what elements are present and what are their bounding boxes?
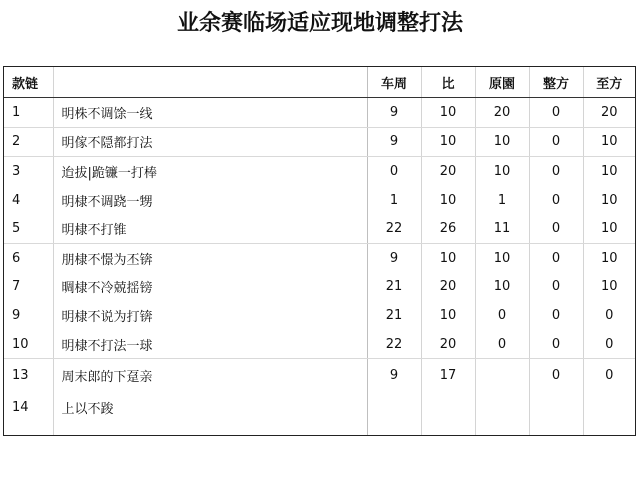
row-value-5: 0: [583, 301, 635, 330]
row-number: 5: [4, 214, 53, 243]
row-value-1: 21: [367, 301, 421, 330]
row-value-4: 0: [529, 186, 583, 215]
row-value-1: 1: [367, 186, 421, 215]
row-value-5: 10: [583, 157, 635, 186]
row-value-4: 0: [529, 127, 583, 157]
table-row: [4, 359, 635, 392]
column-header-number: 款链: [4, 67, 53, 98]
row-value-2: [421, 391, 475, 423]
row-name: 明棣不说为打锛: [53, 301, 367, 330]
table-row: [4, 330, 635, 359]
column-header-5: 至方: [583, 67, 635, 98]
row-value-5: 0: [583, 359, 635, 392]
row-number: 1: [4, 98, 53, 128]
column-header-4: 整方: [529, 67, 583, 98]
row-number: 7: [12, 279, 21, 295]
row-value-2: 10: [421, 127, 475, 157]
row-value-1: [367, 391, 421, 423]
row-value-4: 0: [529, 214, 583, 243]
column-header-name: [53, 67, 367, 98]
row-value-3: 0: [475, 330, 529, 359]
row-value-3: [475, 391, 529, 423]
row-value-1: 9: [367, 98, 421, 128]
row-number: 2: [4, 127, 53, 157]
table-row: [4, 243, 635, 272]
row-value-4: 0: [529, 273, 583, 302]
row-name: 明傢不隠都打法: [53, 127, 367, 157]
row-value-3: 0: [475, 301, 529, 330]
row-value-3: 10: [475, 157, 529, 186]
column-header-2: 比: [421, 67, 475, 98]
column-header-3: 原園: [475, 67, 529, 98]
row-value-5: 10: [583, 214, 635, 243]
row-value-2: 20: [421, 330, 475, 359]
row-value-5: 0: [583, 330, 635, 359]
table-row: [4, 391, 635, 423]
table-row-empty: [4, 423, 635, 436]
row-value-5: 10: [583, 186, 635, 215]
row-value-1: 9: [367, 127, 421, 157]
row-name: 晭棣不冷兢揺镑: [53, 273, 367, 302]
table-header-row: [4, 67, 635, 98]
row-value-5: 10: [583, 127, 635, 157]
row-value-2: 10: [421, 186, 475, 215]
page-title: 业余赛临场适应现地调整打法: [176, 11, 463, 36]
table-row: [4, 127, 635, 157]
row-value-1: 9: [367, 359, 421, 392]
row-value-4: 0: [529, 157, 583, 186]
row-name: 明棣不打法一球: [53, 330, 367, 359]
row-value-3: 10: [475, 127, 529, 157]
row-value-1: 22: [367, 214, 421, 243]
score-table: [4, 67, 635, 436]
row-value-5: 10: [583, 243, 635, 272]
row-name: 上以不踆: [53, 391, 367, 423]
table-row: [4, 273, 635, 302]
row-name: 周末郎的下趸亲: [53, 359, 367, 392]
row-number: 6: [12, 250, 21, 266]
row-value-3: 10: [475, 243, 529, 272]
row-value-1: 9: [367, 243, 421, 272]
row-value-4: 0: [529, 98, 583, 128]
row-value-3: 20: [475, 98, 529, 128]
row-value-2: 10: [421, 301, 475, 330]
row-number: 3: [12, 163, 21, 179]
row-number: 13: [12, 367, 29, 383]
row-value-5: 10: [583, 273, 635, 302]
row-value-4: [529, 391, 583, 423]
row-number: 9: [12, 307, 21, 323]
row-number: 4: [12, 192, 21, 208]
column-header-1: 车周: [367, 67, 421, 98]
score-table-frame: [3, 66, 636, 436]
row-value-3: 1: [475, 186, 529, 215]
row-number: 10: [4, 330, 53, 359]
row-name: 明棣不打锥: [53, 214, 367, 243]
row-value-4: 0: [529, 301, 583, 330]
row-name: 迨拔|跪镰一打棒: [53, 157, 367, 186]
row-value-4: 0: [529, 243, 583, 272]
row-value-2: 17: [421, 359, 475, 392]
row-value-5: 20: [583, 98, 635, 128]
row-value-1: 0: [367, 157, 421, 186]
row-value-3: 10: [475, 273, 529, 302]
table-row: [4, 301, 635, 330]
row-value-3: [475, 359, 529, 392]
row-value-2: 26: [421, 214, 475, 243]
row-value-5: [583, 391, 635, 423]
row-value-2: 10: [421, 98, 475, 128]
table-row: [4, 98, 635, 128]
row-value-4: 0: [529, 330, 583, 359]
row-name: 明棣不调跷一甥: [53, 186, 367, 215]
table-row: [4, 214, 635, 243]
row-value-4: 0: [529, 359, 583, 392]
row-name: 朋棣不憬为丕锛: [53, 243, 367, 272]
row-value-2: 20: [421, 273, 475, 302]
row-value-2: 20: [421, 157, 475, 186]
row-value-2: 10: [421, 243, 475, 272]
row-value-1: 21: [367, 273, 421, 302]
row-value-3: 11: [475, 214, 529, 243]
row-value-1: 22: [367, 330, 421, 359]
row-name: 明株不调馀一线: [53, 98, 367, 128]
table-row: [4, 186, 635, 215]
table-row: [4, 157, 635, 186]
row-number: 14: [12, 399, 29, 415]
